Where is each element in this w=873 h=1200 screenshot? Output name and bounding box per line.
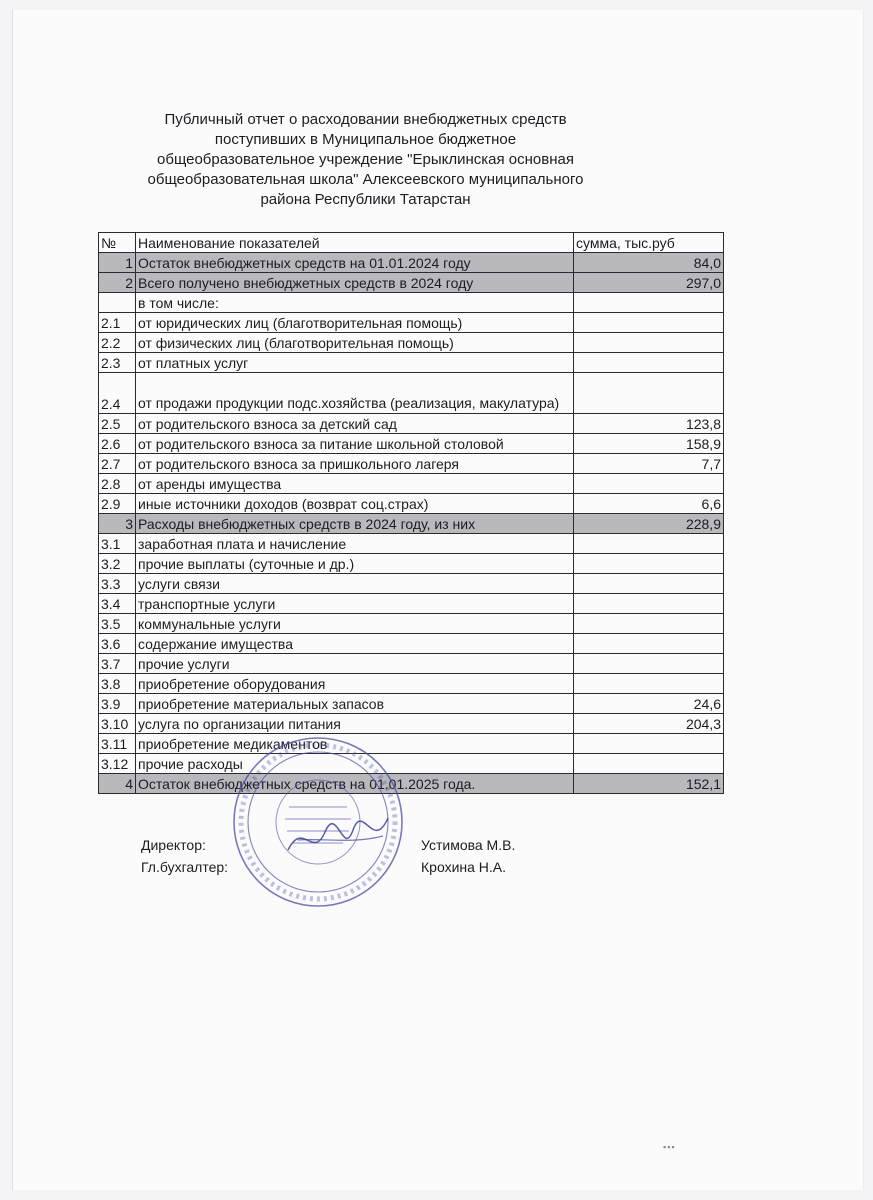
row-number: 3.3	[99, 574, 136, 594]
row-name: прочие расходы	[136, 754, 574, 774]
row-number: 3	[99, 514, 136, 534]
report-title	[93, 110, 638, 210]
row-sum: 6,6	[574, 494, 724, 514]
row-number: 3.1	[99, 534, 136, 554]
row-number: 2.8	[99, 474, 136, 494]
row-sum	[574, 754, 724, 774]
row-number: 1	[99, 253, 136, 273]
row-name: от родительского взноса за детский сад	[136, 414, 574, 434]
row-number: 3.11	[99, 734, 136, 754]
row-number	[99, 293, 136, 313]
row-name: Остаток внебюджетных средств на 01.01.2025 года.	[136, 774, 574, 794]
director-label: Директор:	[141, 837, 206, 853]
row-sum: 152,1	[574, 774, 724, 794]
row-sum	[574, 574, 724, 594]
table-row	[99, 474, 724, 494]
table-row	[99, 253, 724, 273]
row-sum	[574, 654, 724, 674]
table-row	[99, 554, 724, 574]
table-row	[99, 293, 724, 313]
row-name: от юридических лиц (благотворительная помощь)	[136, 313, 574, 333]
row-name: от родительского взноса за пришкольного лагеря	[136, 454, 574, 474]
table-row	[99, 414, 724, 434]
table-row	[99, 734, 724, 754]
row-name: от физических лиц (благотворительная помощь)	[136, 333, 574, 353]
table-row	[99, 574, 724, 594]
table-row	[99, 494, 724, 514]
row-number: 3.5	[99, 614, 136, 634]
row-name: от платных услуг	[136, 353, 574, 373]
expense-table	[98, 232, 724, 794]
row-sum: 123,8	[574, 414, 724, 434]
row-name: приобретение медикаментов	[136, 734, 574, 754]
row-name: от аренды имущества	[136, 474, 574, 494]
row-name: прочие выплаты (суточные и др.)	[136, 554, 574, 574]
row-number: 3.6	[99, 634, 136, 654]
row-sum: 84,0	[574, 253, 724, 273]
row-number: 4	[99, 774, 136, 794]
row-sum	[574, 474, 724, 494]
row-name: Расходы внебюджетных средств в 2024 году, из них	[136, 514, 574, 534]
row-sum	[574, 554, 724, 574]
row-number: 3.8	[99, 674, 136, 694]
row-sum	[574, 333, 724, 353]
table-row	[99, 594, 724, 614]
row-name: от родительского взноса за питание школьной столовой	[136, 434, 574, 454]
row-name: приобретение материальных запасов	[136, 694, 574, 714]
table-row	[99, 273, 724, 293]
table-row	[99, 674, 724, 694]
row-sum: 204,3	[574, 714, 724, 734]
row-sum: 7,7	[574, 454, 724, 474]
table-row	[99, 614, 724, 634]
row-number: 3.2	[99, 554, 136, 574]
table-row	[99, 313, 724, 333]
row-name: иные источники доходов (возврат соц.страх)	[136, 494, 574, 514]
row-sum	[574, 534, 724, 554]
row-sum	[574, 634, 724, 654]
table-body	[99, 233, 724, 794]
row-sum	[574, 594, 724, 614]
title-line: района Республики Татарстан	[260, 191, 471, 208]
row-sum: 228,9	[574, 514, 724, 534]
row-sum	[574, 353, 724, 373]
table-row	[99, 694, 724, 714]
row-number: 2.9	[99, 494, 136, 514]
table-row	[99, 434, 724, 454]
page-mark: ▪▪▪	[663, 1142, 676, 1152]
row-number: 2	[99, 273, 136, 293]
row-number: 3.12	[99, 754, 136, 774]
row-name: транспортные услуги	[136, 594, 574, 614]
table-row	[99, 534, 724, 554]
table-row	[99, 454, 724, 474]
row-number: 2.2	[99, 333, 136, 353]
row-sum	[574, 734, 724, 754]
table-row	[99, 754, 724, 774]
table-row	[99, 333, 724, 353]
row-name: заработная плата и начисление	[136, 534, 574, 554]
row-sum	[574, 293, 724, 313]
table-header-row	[99, 233, 724, 253]
row-number: 3.10	[99, 714, 136, 734]
title-line: Публичный отчет о расходовании внебюджетных средств	[164, 111, 567, 128]
table-row	[99, 514, 724, 534]
row-name: в том числе:	[136, 293, 574, 313]
row-number: 2.5	[99, 414, 136, 434]
table-row	[99, 373, 724, 414]
table-row	[99, 634, 724, 654]
row-name: Остаток внебюджетных средств на 01.01.2024 году	[136, 253, 574, 273]
row-sum	[574, 614, 724, 634]
row-name: услуга по организации питания	[136, 714, 574, 734]
title-line: поступивших в Муниципальное бюджетное	[214, 131, 517, 148]
header-name: Наименование показателей	[136, 233, 574, 253]
row-sum	[574, 313, 724, 333]
row-number: 2.3	[99, 353, 136, 373]
title-line: общеобразовательная школа" Алексеевского муниципального	[147, 171, 584, 188]
row-sum: 297,0	[574, 273, 724, 293]
row-sum	[574, 373, 724, 414]
row-name: содержание имущества	[136, 634, 574, 654]
row-number: 2.7	[99, 454, 136, 474]
row-name: Всего получено внебюджетных средств в 2024 году	[136, 273, 574, 293]
row-number: 3.4	[99, 594, 136, 614]
row-number: 2.6	[99, 434, 136, 454]
header-number: №	[99, 233, 136, 253]
row-name: прочие услуги	[136, 654, 574, 674]
row-sum: 24,6	[574, 694, 724, 714]
signature-mark	[283, 810, 393, 870]
table-row	[99, 353, 724, 373]
document-page	[12, 10, 864, 1190]
row-name: коммунальные услуги	[136, 614, 574, 634]
row-number: 3.7	[99, 654, 136, 674]
row-name: приобретение оборудования	[136, 674, 574, 694]
row-number: 2.1	[99, 313, 136, 333]
row-number: 2.4	[99, 373, 136, 414]
table-row	[99, 774, 724, 794]
director-name: Устимова М.В.	[421, 837, 516, 853]
table-row	[99, 654, 724, 674]
table-row	[99, 714, 724, 734]
accountant-label: Гл.бухгалтер:	[141, 859, 229, 875]
accountant-name: Крохина Н.А.	[421, 859, 507, 875]
row-name: от продажи продукции подс.хозяйства (реализация, макулатура)	[136, 373, 574, 414]
row-sum: 158,9	[574, 434, 724, 454]
header-sum: сумма, тыс.руб	[574, 233, 724, 253]
row-number: 3.9	[99, 694, 136, 714]
row-sum	[574, 674, 724, 694]
title-line: общеобразовательное учреждение "Ерыклинская основная	[157, 151, 574, 168]
row-name: услуги связи	[136, 574, 574, 594]
